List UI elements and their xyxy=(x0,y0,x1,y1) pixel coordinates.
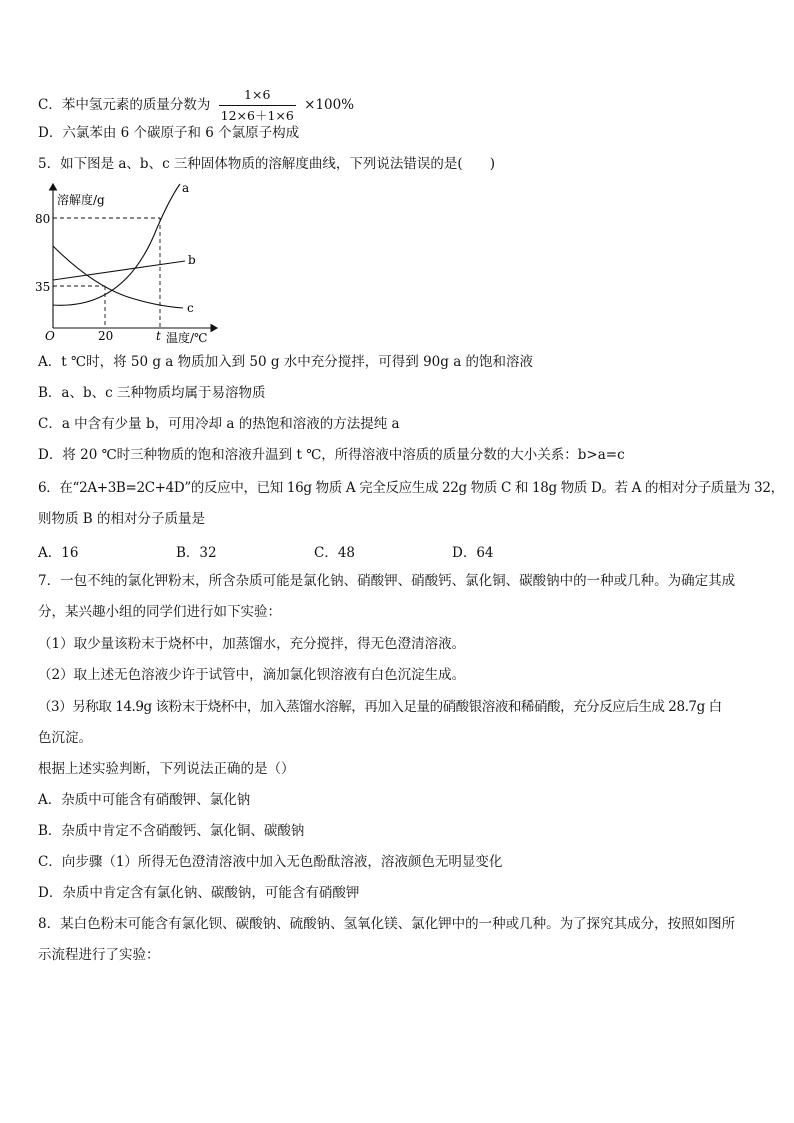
label-c: c xyxy=(187,301,194,315)
q7-step-2: （2）取上述无色溶液少许于试管中，滴加氯化钡溶液有白色沉淀生成。 xyxy=(38,667,466,683)
q7-stem-line1: 7．一包不纯的氯化钾粉末，所含杂质可能是氯化钠、硝酸钾、硝酸钙、氯化铜、碳酸钠中的一种或几种。为确定其成 xyxy=(38,573,736,589)
q5-stem: 5．如下图是 a、b、c 三种固体物质的溶解度曲线，下列说法错误的是( ) xyxy=(38,156,495,172)
q7-option-b: B．杂质中肯定不含硝酸钙、氯化铜、碳酸钠 xyxy=(38,823,305,839)
q4-option-c-prefix: C．苯中氢元素的质量分数为 xyxy=(38,97,211,113)
q5-option-d: D．将 20 ℃时三种物质的饱和溶液升温到 t ℃，所得溶液中溶质的质量分数的大小关系：b>a=c xyxy=(38,447,625,463)
q6-option-b: B．32 xyxy=(176,545,217,561)
q7-stem-line2: 分，某兴趣小组的同学们进行如下实验： xyxy=(38,604,281,620)
x-axis-label: 温度/℃ xyxy=(166,331,208,345)
label-b: b xyxy=(188,253,196,267)
q7-option-c: C．向步骤（1）所得无色澄清溶液中加入无色酚酞溶液，溶液颜色无明显变化 xyxy=(38,854,503,870)
label-a: a xyxy=(182,181,190,195)
q6-option-d: D．64 xyxy=(452,545,494,561)
y-tick-80: 80 xyxy=(35,212,51,226)
q6-option-c: C．48 xyxy=(314,545,356,561)
q5-option-a: A．t ℃时，将 50 g a 物质加入到 50 g 水中充分搅拌，可得到 90g a 的饱和溶液 xyxy=(38,354,534,370)
q7-step-1: （1）取少量该粉末于烧杯中，加蒸馏水，充分搅拌，得无色澄清溶液。 xyxy=(38,636,466,652)
solubility-curve-chart xyxy=(35,178,225,348)
q5-option-c: C．a 中含有少量 b，可用冷却 a 的热饱和溶液的方法提纯 a xyxy=(38,416,400,432)
x-tick-t: t xyxy=(156,329,161,343)
q5-option-b: B．a、b、c 三种物质均属于易溶物质 xyxy=(38,385,266,401)
fraction xyxy=(219,86,296,125)
q7-question: 根据上述实验判断，下列说法正确的是（） xyxy=(38,761,295,777)
q8-stem-line2: 示流程进行了实验： xyxy=(38,947,160,963)
y-tick-35: 35 xyxy=(35,280,51,294)
q7-option-a: A．杂质中可能含有硝酸钾、氯化钠 xyxy=(38,792,251,808)
q4-option-c-suffix: ×100% xyxy=(304,97,355,113)
q8-stem-line1: 8．某白色粉末可能含有氯化钡、碳酸钠、硫酸钠、氢氧化镁、氯化钾中的一种或几种。为了探究其成分，按照如图所 xyxy=(38,916,736,932)
q7-step-3-line2: 色沉淀。 xyxy=(38,730,92,746)
origin-label: O xyxy=(45,329,55,343)
q6-stem-line2: 则物质 B 的相对分子质量是 xyxy=(38,511,206,527)
q4-option-c xyxy=(38,86,354,125)
q6-option-a: A．16 xyxy=(38,545,79,561)
fraction-numerator: 1×6 xyxy=(244,87,271,102)
q7-step-3-line1: （3）另称取 14.9g 该粉末于烧杯中，加入蒸馏水溶解，再加入足量的硝酸银溶液和稀硝酸，充分反应后生成 28.7g 白 xyxy=(38,699,722,715)
x-tick-20: 20 xyxy=(98,329,114,343)
q7-option-d: D．杂质中肯定含有氯化钠、碳酸钠，可能含有硝酸钾 xyxy=(38,885,360,901)
y-axis-label: 溶解度/g xyxy=(57,193,105,207)
q6-stem-line1: 6．在“2A+3B=2C+4D”的反应中，已知 16g 物质 A 完全反应生成 22g 物质 C 和 18g 物质 D。若 A 的相对分子质量为 32， xyxy=(38,480,784,496)
fraction-denominator: 12×6＋1×6 xyxy=(220,108,294,123)
q4-option-d: D．六氯苯由 6 个碳原子和 6 个氯原子构成 xyxy=(38,125,300,141)
